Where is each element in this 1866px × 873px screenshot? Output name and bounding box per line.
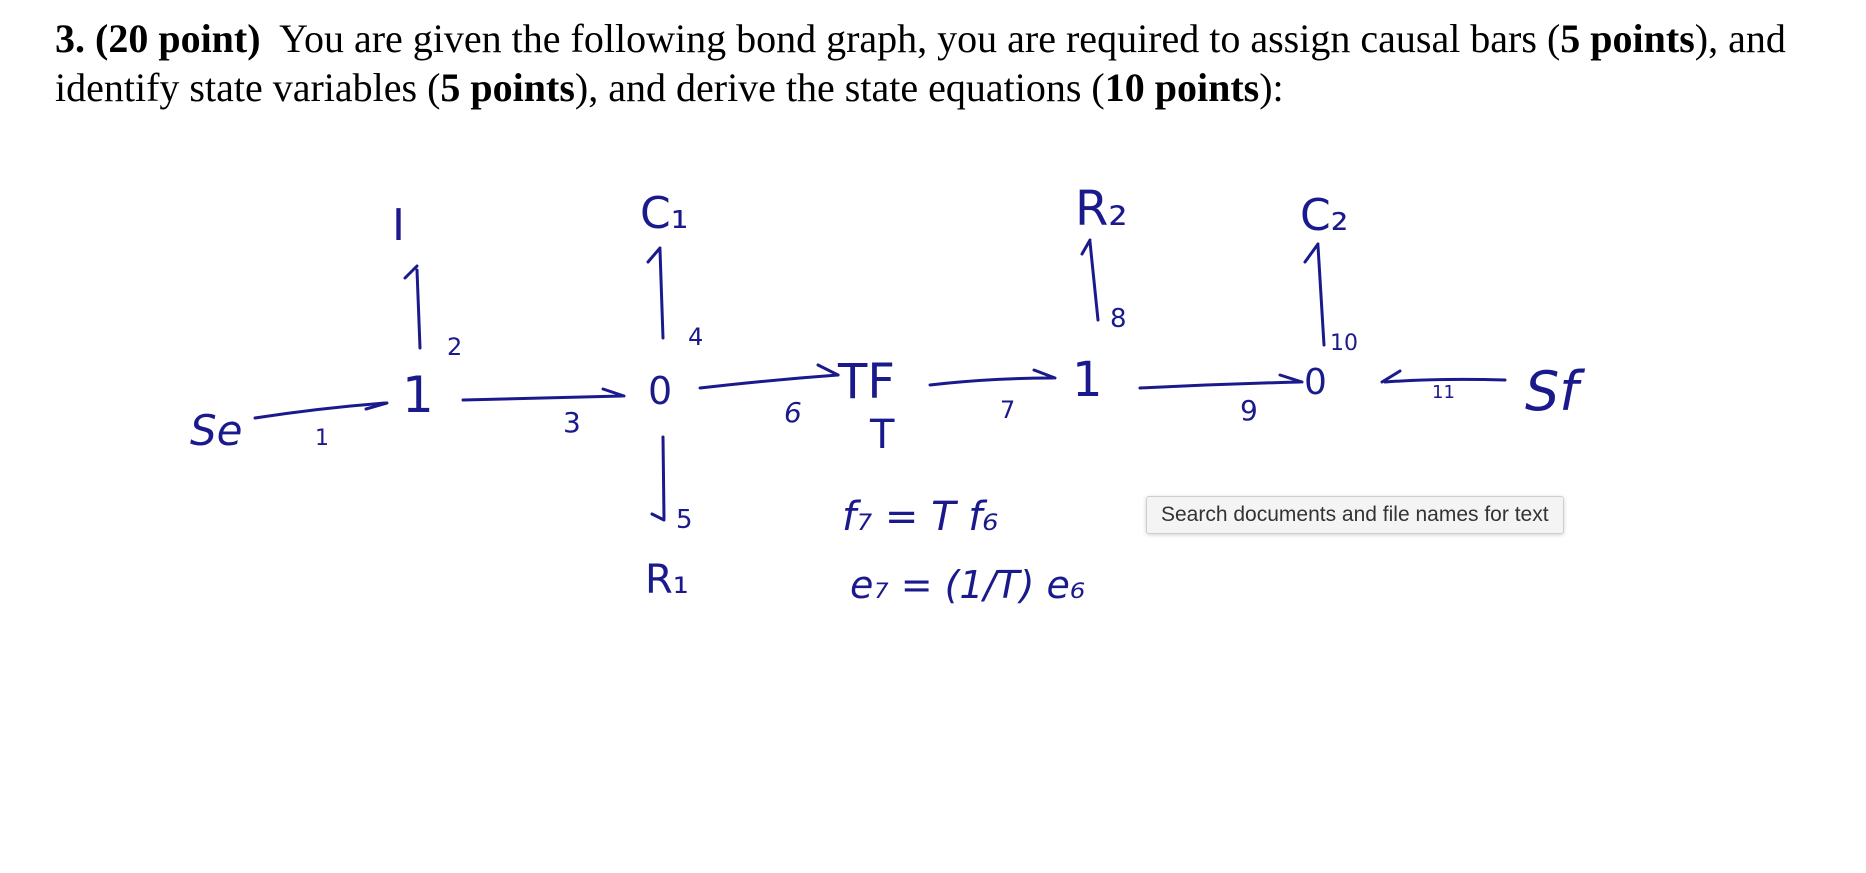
element-se: Se	[190, 406, 243, 455]
bond-label-1: 1	[315, 426, 329, 451]
bond-1	[255, 403, 385, 418]
bond-label-4: 4	[688, 323, 704, 351]
bond-7	[930, 378, 1053, 385]
points-state-vars: 5 points	[440, 65, 575, 110]
question-end: ):	[1259, 65, 1284, 110]
search-tooltip: Search documents and file names for text	[1146, 496, 1564, 534]
junction-0a: 0	[648, 369, 673, 413]
bond-9	[1140, 382, 1300, 388]
bond-10	[1318, 246, 1324, 345]
equation-flow: f₇ = T f₆	[842, 494, 999, 540]
bond-label-5: 5	[676, 505, 693, 535]
element-tf: TF	[838, 354, 895, 410]
question-mid-2: ), and derive the state equations (	[574, 65, 1105, 110]
bond-2	[417, 270, 420, 348]
bond-label-11: 11	[1432, 382, 1455, 403]
bond-8	[1090, 242, 1098, 320]
bond-label-2: 2	[447, 333, 463, 361]
bond-label-6: 6	[784, 396, 802, 429]
bond-label-7: 7	[1000, 396, 1016, 424]
element-r2: R₂	[1075, 181, 1128, 237]
element-tf-modulus: T	[870, 412, 895, 458]
bond-5	[663, 437, 664, 518]
points-state-eqs: 10 points	[1104, 65, 1260, 110]
bond-label-10: 10	[1330, 331, 1358, 356]
junction-1b: 1	[1072, 352, 1103, 408]
question-points: (20 point)	[95, 16, 261, 61]
bond-4	[660, 250, 663, 338]
equation-effort: e₇ = (1/T) e₆	[850, 563, 1086, 607]
question-intro: You are given the following bond graph, you are required to assign causal bars (	[279, 16, 1561, 61]
element-sf: Sf	[1525, 360, 1579, 423]
bond-10-half-arrow	[1305, 244, 1318, 262]
points-causal: 5 points	[1560, 16, 1695, 61]
bond-label-8: 8	[1110, 304, 1127, 334]
bond-label-3: 3	[563, 406, 581, 439]
bond-5-half-arrow	[652, 514, 664, 520]
element-c1: C₁	[640, 188, 689, 239]
bond-2-half-arrow	[405, 266, 417, 278]
junction-0b: 0	[1304, 362, 1327, 403]
bond-6	[700, 375, 838, 388]
element-inertia: I	[392, 200, 405, 251]
bond-6-half-arrow	[818, 365, 838, 375]
bond-8-half-arrow	[1082, 240, 1090, 254]
bond-label-9: 9	[1240, 394, 1258, 427]
question-number: 3.	[55, 16, 85, 61]
question-mid-1: ), and identify state variables (	[55, 16, 1786, 110]
bond-4-half-arrow	[648, 248, 660, 262]
junction-1a: 1	[402, 366, 434, 424]
element-c2: C₂	[1300, 190, 1349, 241]
element-r1: R₁	[645, 557, 689, 603]
bond-3	[463, 396, 622, 400]
